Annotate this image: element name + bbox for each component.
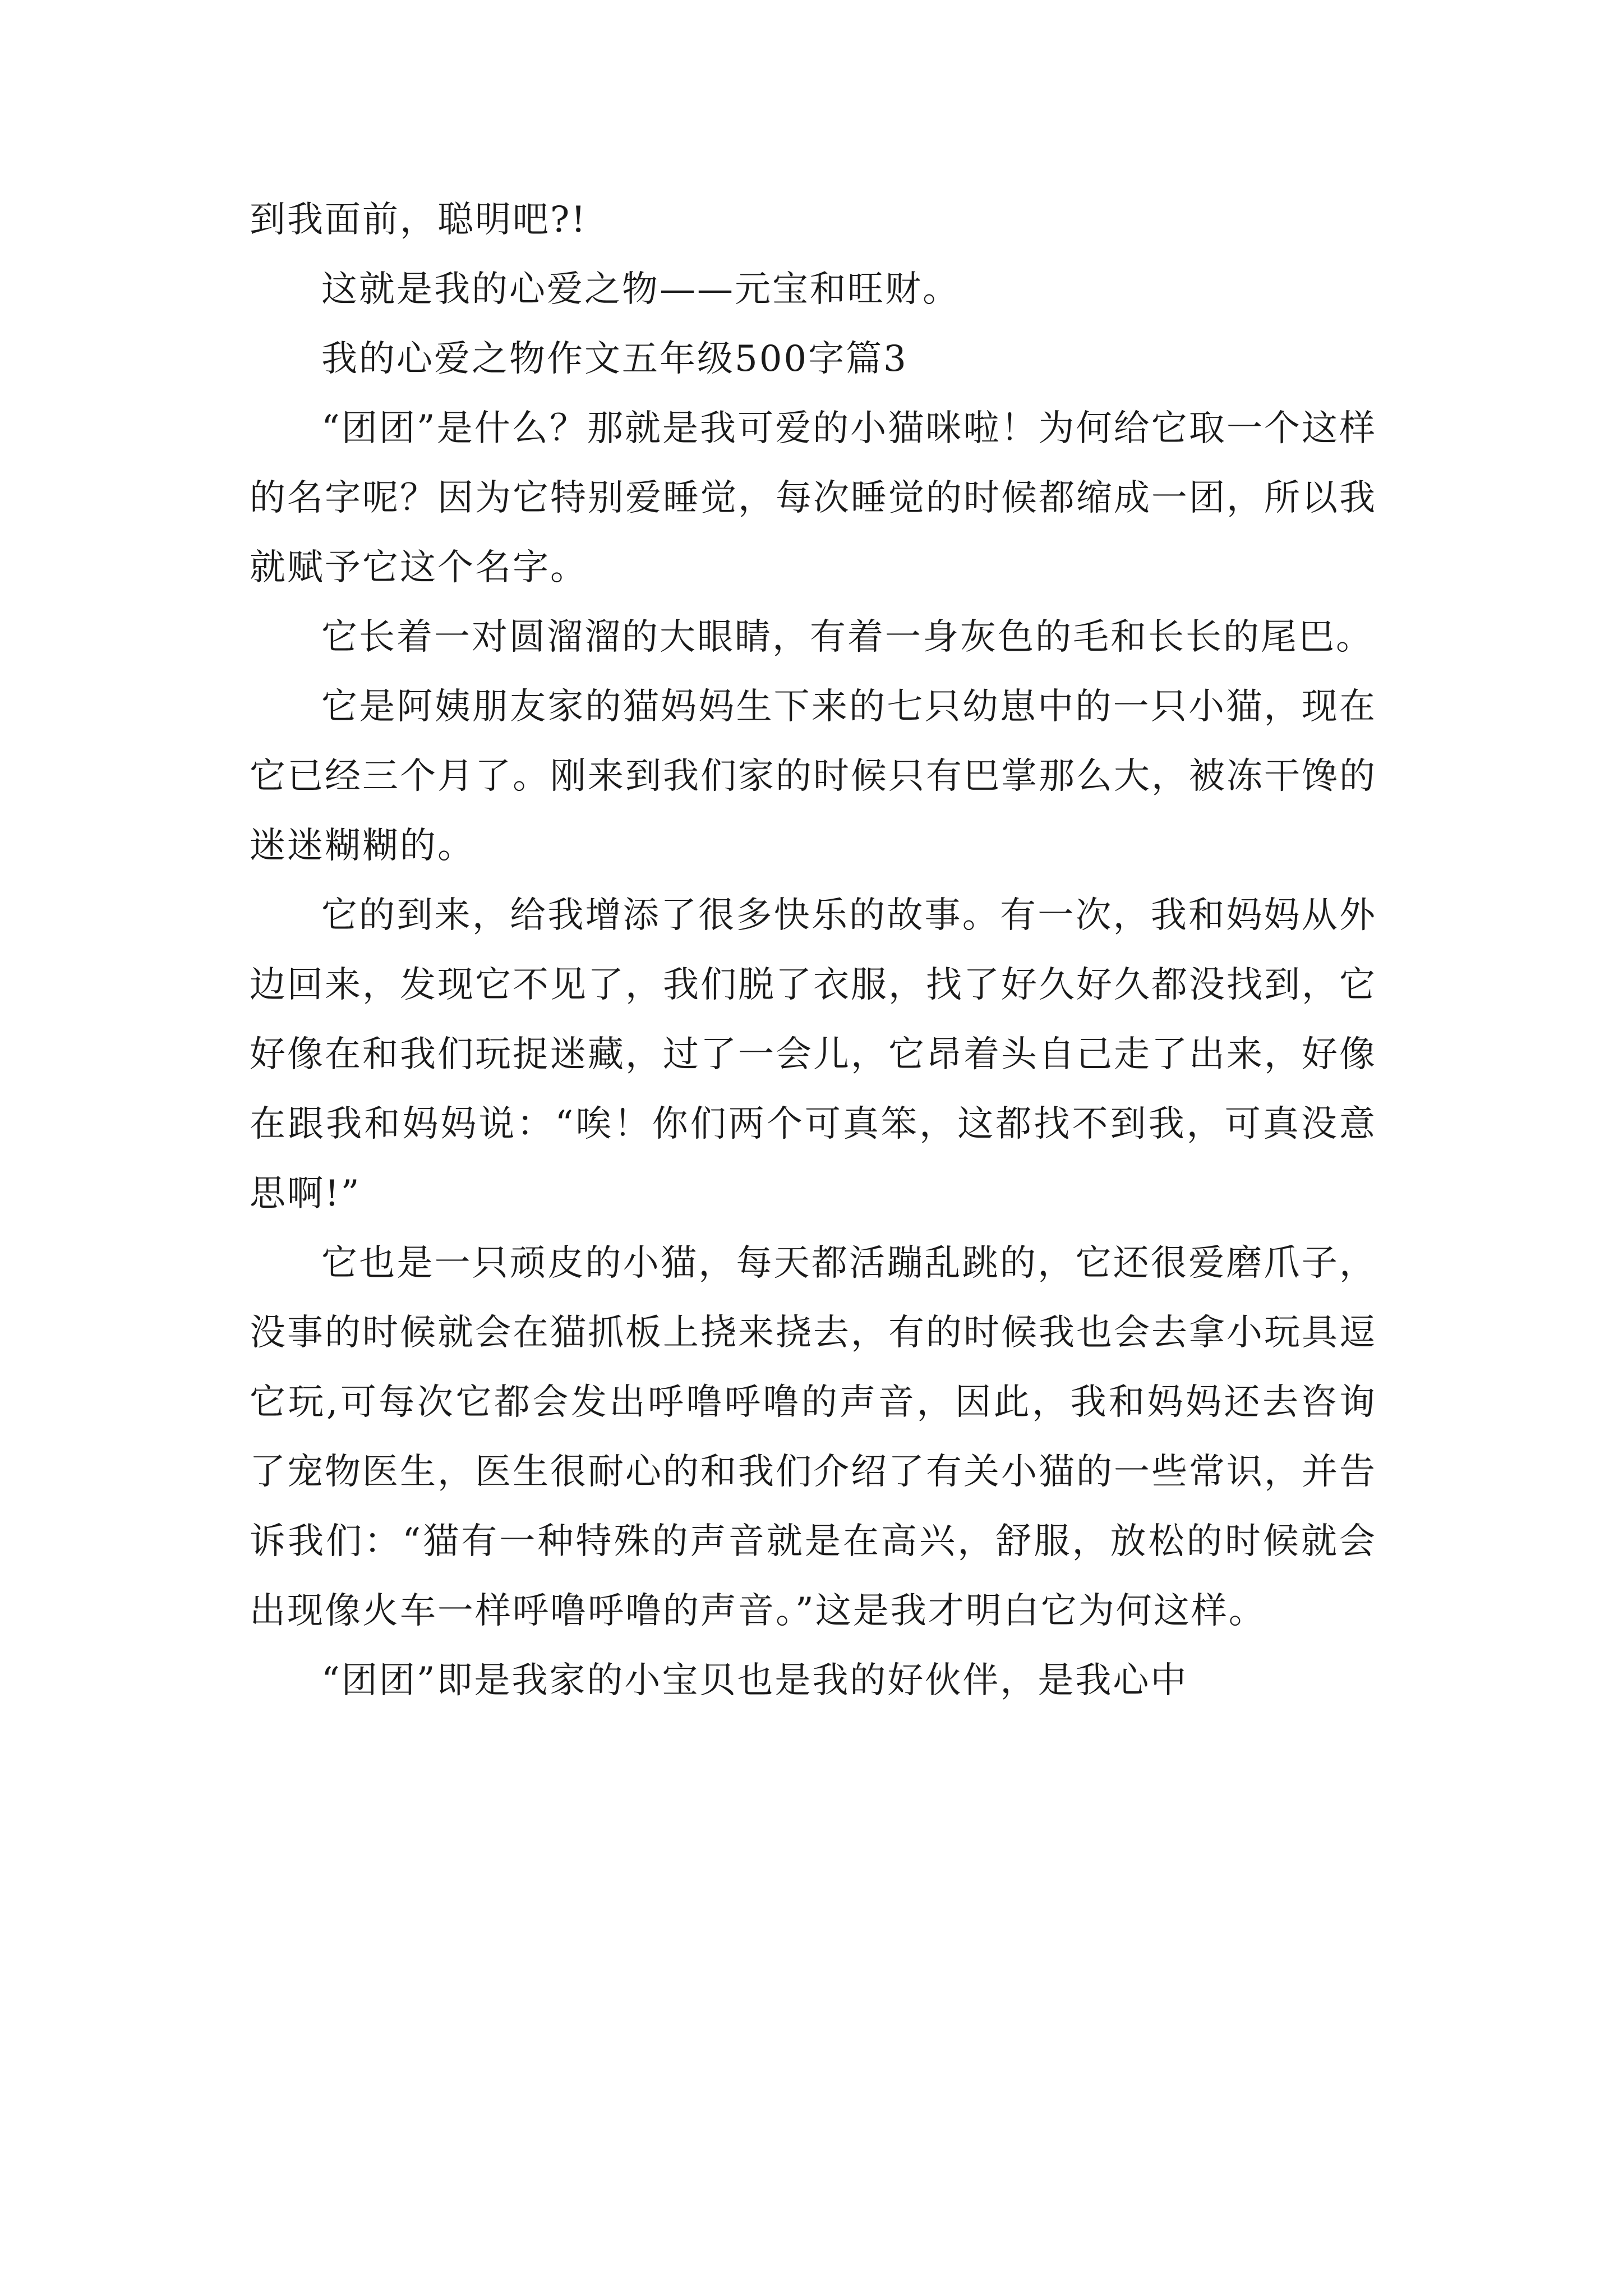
paragraph-1: 到我面前，聪明吧?! [250, 199, 588, 241]
paragraph-2: 这就是我的心爱之物——元宝和旺财。 [321, 269, 960, 310]
paragraph-7: 它也是一只顽皮的小猫，每天都活蹦乱跳的，它还很爱磨爪子，没事的时候就会在猫抓板上挠来挠去，有的时候我也会去拿小玩具逗它玩,可每次它都会发出呼噜呼噜的声音，因此，我和妈妈还去咨询了宠物医生，医生很耐心的和我们介绍了有关小猫的一些常识，并告诉我们：“猫有一种特殊的声音就是在高兴，舒服，放松的时候就会出现像火车一样呼噜呼噜的声音。”这是我才明白它为何这样。 [250, 1243, 1377, 1632]
section-heading: 我的心爱之物作文五年级500字篇3 [321, 338, 908, 380]
paragraph-5: 它是阿姨朋友家的猫妈妈生下来的七只幼崽中的一只小猫，现在它已经三个月了。刚来到我们家的时候只有巴掌那么大，被冻干馋的迷迷糊糊的。 [250, 686, 1377, 867]
paragraph-6: 它的到来，给我增添了很多快乐的故事。有一次，我和妈妈从外边回来，发现它不见了，我们脱了衣服，找了好久好久都没找到，它好像在和我们玩捉迷藏，过了一会儿，它昂着头自己走了出来，好像在跟我和妈妈说：“唉！你们两个可真笨，这都找不到我，可真没意思啊!” [250, 895, 1377, 1214]
paragraph-4: 它长着一对圆溜溜的大眼睛，有着一身灰色的毛和长长的尾巴。 [321, 616, 1373, 658]
paragraph-8: “团团”即是我家的小宝贝也是我的好伙伴，是我心中 [321, 1660, 1188, 1701]
document-body [250, 185, 1377, 1715]
paragraph-3: “团团”是什么？那就是我可爱的小猫咪啦！为何给它取一个这样的名字呢？因为它特别爱睡觉，每次睡觉的时候都缩成一团，所以我就赋予它这个名字。 [250, 408, 1377, 588]
